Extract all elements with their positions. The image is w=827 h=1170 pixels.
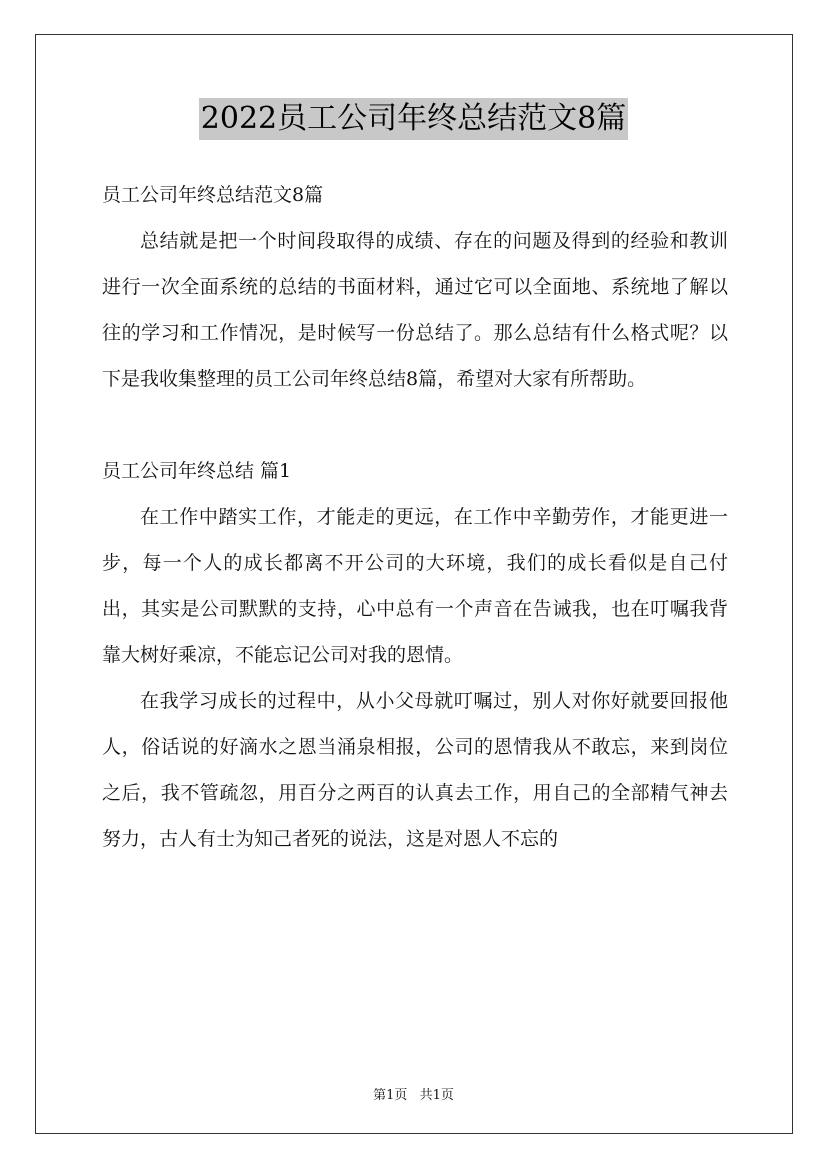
body-paragraph-1: 在工作中踏实工作，才能走的更远，在工作中辛勤劳作，才能更进一步，每一个人的成长都离不开公司的大环境，我们的成长看似是自己付出，其实是公司默默的支持，心中总有一个声音在告诫我，也在叮嘱我背靠大树好乘凉，不能忘记公司对我的恩情。 [102,506,728,666]
document-body [102,172,728,862]
document-title [0,98,827,140]
intro-paragraph: 总结就是把一个时间段取得的成绩、存在的问题及得到的经验和教训进行一次全面系统的总结的书面材料，通过它可以全面地、系统地了解以往的学习和工作情况，是时候写一份总结了。那么总结有什么格式呢？以下是我收集整理的员工公司年终总结8篇，希望对大家有所帮助。 [102,230,728,390]
page-number-current: 第1页 [373,1088,408,1103]
section-gap [102,402,728,448]
document-title-text: 2022员工公司年终总结范文8篇 [199,98,628,140]
body-paragraph-2: 在我学习成长的过程中，从小父母就叮嘱过，别人对你好就要回报他人，俗话说的好滴水之恩当涌泉相报，公司的恩情我从不敢忘，来到岗位之后，我不管疏忽，用百分之两百的认真去工作，用自己的全部精气神去努力，古人有士为知己者死的说法，这是对恩人不忘的 [102,690,728,850]
page-footer [0,1084,827,1103]
page-number-total: 共1页 [419,1088,454,1103]
section-heading: 员工公司年终总结 篇1 [102,460,292,482]
document-subtitle: 员工公司年终总结范文8篇 [102,184,324,206]
